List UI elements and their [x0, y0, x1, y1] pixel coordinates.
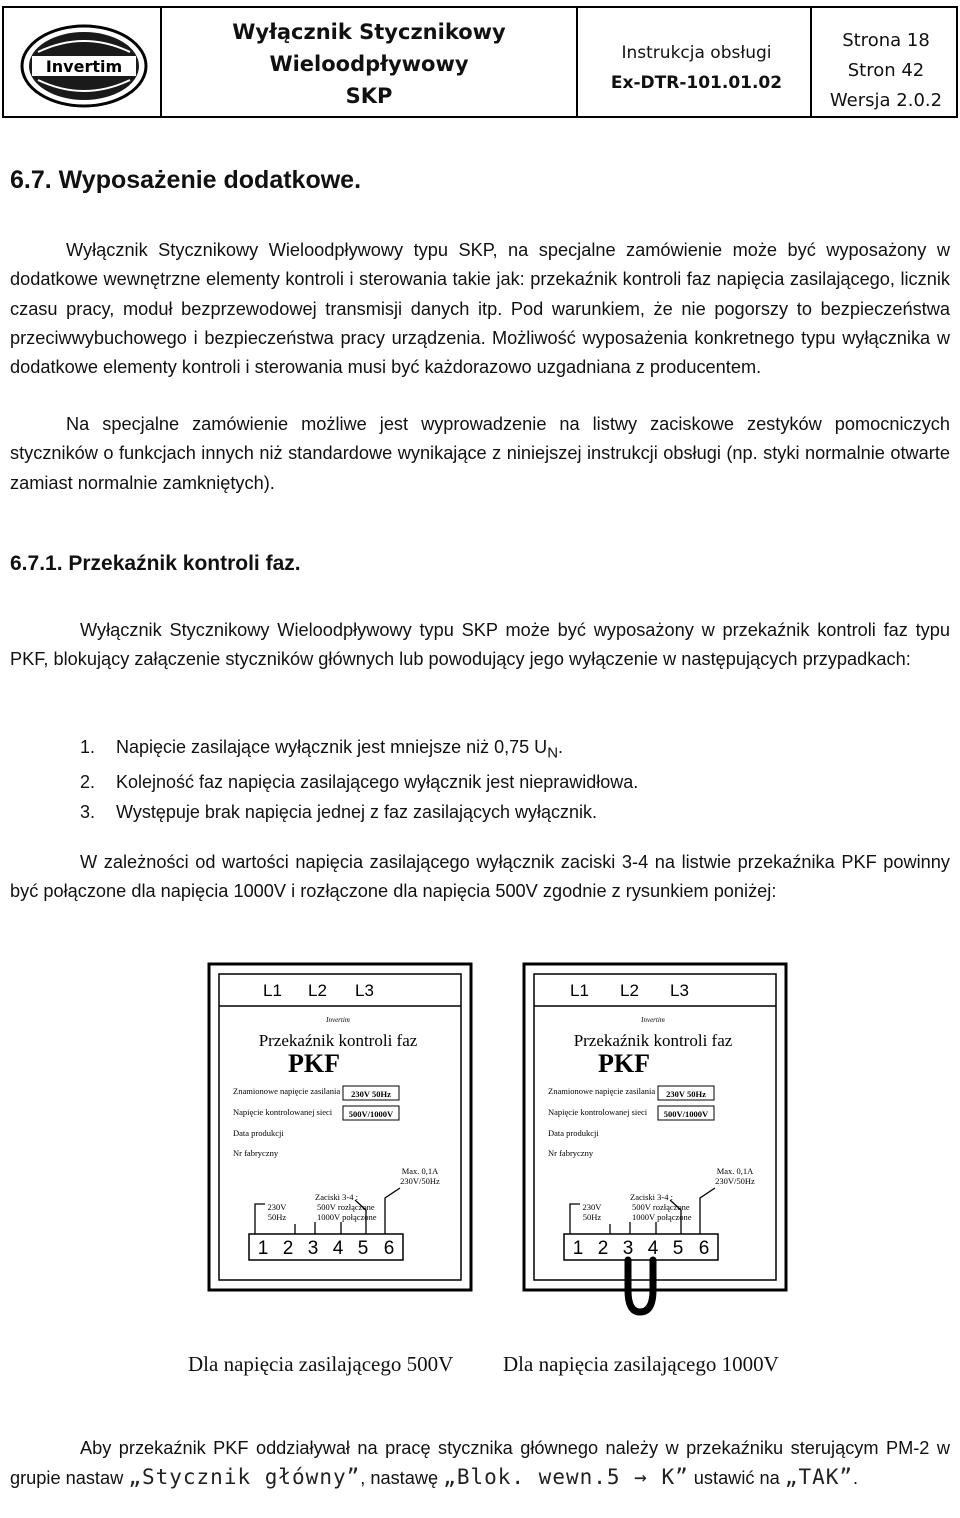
svg-text:500V/1000V: 500V/1000V — [663, 1109, 709, 1119]
svg-text:PKF: PKF — [288, 1049, 340, 1078]
svg-text:Nr fabryczny: Nr fabryczny — [548, 1148, 594, 1158]
relay-diagram-1000v — [520, 960, 790, 1340]
svg-text:Napięcie kontrolowanej sieci: Napięcie kontrolowanej sieci — [233, 1107, 333, 1117]
subsection-intro: Wyłącznik Stycznikowy Wieloodpływowy typu SKP może być wyposażony w przekaźnik kontroli faz typu PKF, blokujący załączenie styczników głównych lub powodujący jego wyłączenie w następujących przypadkach: — [10, 620, 950, 670]
svg-text:500V/1000V: 500V/1000V — [348, 1109, 394, 1119]
lcd-text-blok: „Blok. wewn.5 → K” — [443, 1465, 689, 1490]
svg-text:4: 4 — [332, 1238, 344, 1259]
condition-list — [80, 733, 638, 827]
svg-text:230V: 230V — [267, 1202, 287, 1212]
svg-text:Invertim: Invertim — [326, 1016, 350, 1024]
page-info: Strona 18 Stron 42 Wersja 2.0.2 — [829, 30, 943, 111]
svg-text:2: 2 — [282, 1238, 294, 1259]
header-divider — [576, 8, 578, 116]
svg-text:Znamionowe napięcie zasilania: Znamionowe napięcie zasilania — [233, 1086, 341, 1096]
svg-text:L1: L1 — [570, 981, 589, 1000]
svg-text:Znamionowe napięcie zasilania: Znamionowe napięcie zasilania — [548, 1086, 656, 1096]
caption-1000v: Dla napięcia zasilającego 1000V — [503, 1352, 779, 1376]
svg-text:Zaciski 3-4 :: Zaciski 3-4 : — [315, 1192, 358, 1202]
svg-text:500V rozłączone: 500V rozłączone — [632, 1202, 690, 1212]
header-divider — [160, 8, 162, 116]
svg-text:L1: L1 — [263, 981, 282, 1000]
list-item: 2. Kolejność faz napięcia zasilającego wyłącznik jest nieprawidłowa. — [80, 772, 639, 793]
svg-text:3: 3 — [622, 1238, 634, 1259]
list-item: 3. Występuje brak napięcia jednej z faz zasilających wyłącznik. — [80, 801, 598, 822]
svg-text:PKF: PKF — [598, 1049, 650, 1078]
lcd-text-stycznik: „Stycznik główny” — [128, 1465, 361, 1490]
svg-text:Invertim: Invertim — [641, 1016, 665, 1024]
company-logo — [18, 22, 150, 110]
relay-diagram-500v — [205, 960, 475, 1340]
page-header — [2, 6, 958, 118]
svg-text:230V/50Hz: 230V/50Hz — [715, 1176, 755, 1186]
subsection-heading: 6.7.1. Przekaźnik kontroli faz. — [10, 552, 301, 575]
caption-500v: Dla napięcia zasilającego 500V — [188, 1352, 454, 1376]
section-paragraph-1: Wyłącznik Stycznikowy Wieloodpływowy typu SKP, na specjalne zamówienie może być wyposażony w dodatkowe wewnętrzne elementy kontroli i sterowania takie jak: przekaźnik kontroli faz napięcia zasilającego, licznik czasu pracy, moduł bezprzewodowej transmisji danych itp. Pod warunkiem, że nie pogorszy to bezpieczeństwa przeciwwybuchowego i bezpieczeństwa pracy urządzenia. Możliwość wyposażenia konkretnego typu wyłącznika w dodatkowe elementy kontroli i sterowania musi być każdorazowo uzgadniana z producentem. — [10, 240, 950, 378]
svg-text:230V/50Hz: 230V/50Hz — [400, 1176, 440, 1186]
section-paragraph-2: Na specjalne zamówienie możliwe jest wyprowadzenie na listwy zaciskowe zestyków pomocniczych styczników o funkcjach innych niż standardowe wynikające z niniejszej instrukcji obsługi (np. styki normalnie otwarte zamiast normalnie zamkniętych). — [10, 414, 950, 493]
svg-text:L3: L3 — [670, 981, 689, 1000]
svg-text:Zaciski 3-4 :: Zaciski 3-4 : — [630, 1192, 673, 1202]
svg-text:Max. 0,1A: Max. 0,1A — [401, 1166, 439, 1176]
lcd-text-tak: „TAK” — [784, 1465, 854, 1490]
svg-text:Invertim: Invertim — [45, 57, 123, 76]
svg-text:L2: L2 — [308, 981, 327, 1000]
svg-text:2: 2 — [597, 1238, 609, 1259]
svg-text:6: 6 — [698, 1238, 710, 1259]
svg-text:Data produkcji: Data produkcji — [548, 1128, 599, 1138]
svg-text:Przekaźnik kontroli faz: Przekaźnik kontroli faz — [573, 1031, 733, 1050]
svg-text:230V 50Hz: 230V 50Hz — [351, 1089, 391, 1099]
doc-code: Ex-DTR-101.01.02 — [610, 73, 783, 93]
svg-text:Nr fabryczny: Nr fabryczny — [233, 1148, 279, 1158]
header-divider — [810, 8, 812, 116]
svg-text:L3: L3 — [355, 981, 374, 1000]
svg-text:1: 1 — [257, 1238, 269, 1259]
section-heading: 6.7. Wyposażenie dodatkowe. — [10, 166, 362, 194]
svg-text:L2: L2 — [620, 981, 639, 1000]
svg-text:3: 3 — [307, 1238, 319, 1259]
svg-text:6: 6 — [383, 1238, 395, 1259]
svg-text:50Hz: 50Hz — [582, 1212, 602, 1222]
svg-text:4: 4 — [647, 1238, 659, 1259]
svg-text:Napięcie kontrolowanej sieci: Napięcie kontrolowanej sieci — [548, 1107, 648, 1117]
subsection-paragraph: W zależności od wartości napięcia zasilającego wyłącznik zaciski 3-4 na listwie przekaźnika PKF powinny być połączone dla napięcia 1000V i rozłączone dla napięcia 500V zgodnie z rysunkiem poniżej: — [10, 852, 950, 902]
list-item: 1. Napięcie zasilające wyłącznik jest mniejsze niż 0,75 $U_N$. — [80, 737, 564, 762]
svg-text:5: 5 — [672, 1238, 684, 1259]
final-paragraph: Aby przekaźnik PKF oddziaływał na pracę stycznika głównego należy w przekaźniku sterującym PM-2 w grupie nastaw „Stycznik główny”, nastawę „Blok. wewn.5 → K” ustawić na „TAK”. — [10, 1438, 950, 1490]
svg-text:Przekaźnik kontroli faz: Przekaźnik kontroli faz — [258, 1031, 418, 1050]
svg-text:1000V połączone: 1000V połączone — [632, 1212, 692, 1222]
svg-text:5: 5 — [357, 1238, 369, 1259]
instruction-label: Instrukcja obsługi Ex-DTR-101.01.02 — [589, 38, 804, 98]
svg-text:1000V połączone: 1000V połączone — [317, 1212, 377, 1222]
svg-text:500V rozłączone: 500V rozłączone — [317, 1202, 375, 1212]
svg-text:Data produkcji: Data produkcji — [233, 1128, 284, 1138]
svg-text:50Hz: 50Hz — [267, 1212, 287, 1222]
document-title: Wyłącznik Stycznikowy Wieloodpływowy SKP — [232, 20, 506, 108]
svg-text:230V: 230V — [582, 1202, 602, 1212]
svg-text:230V 50Hz: 230V 50Hz — [666, 1089, 706, 1099]
svg-text:1: 1 — [572, 1238, 584, 1259]
svg-text:Max. 0,1A: Max. 0,1A — [716, 1166, 754, 1176]
